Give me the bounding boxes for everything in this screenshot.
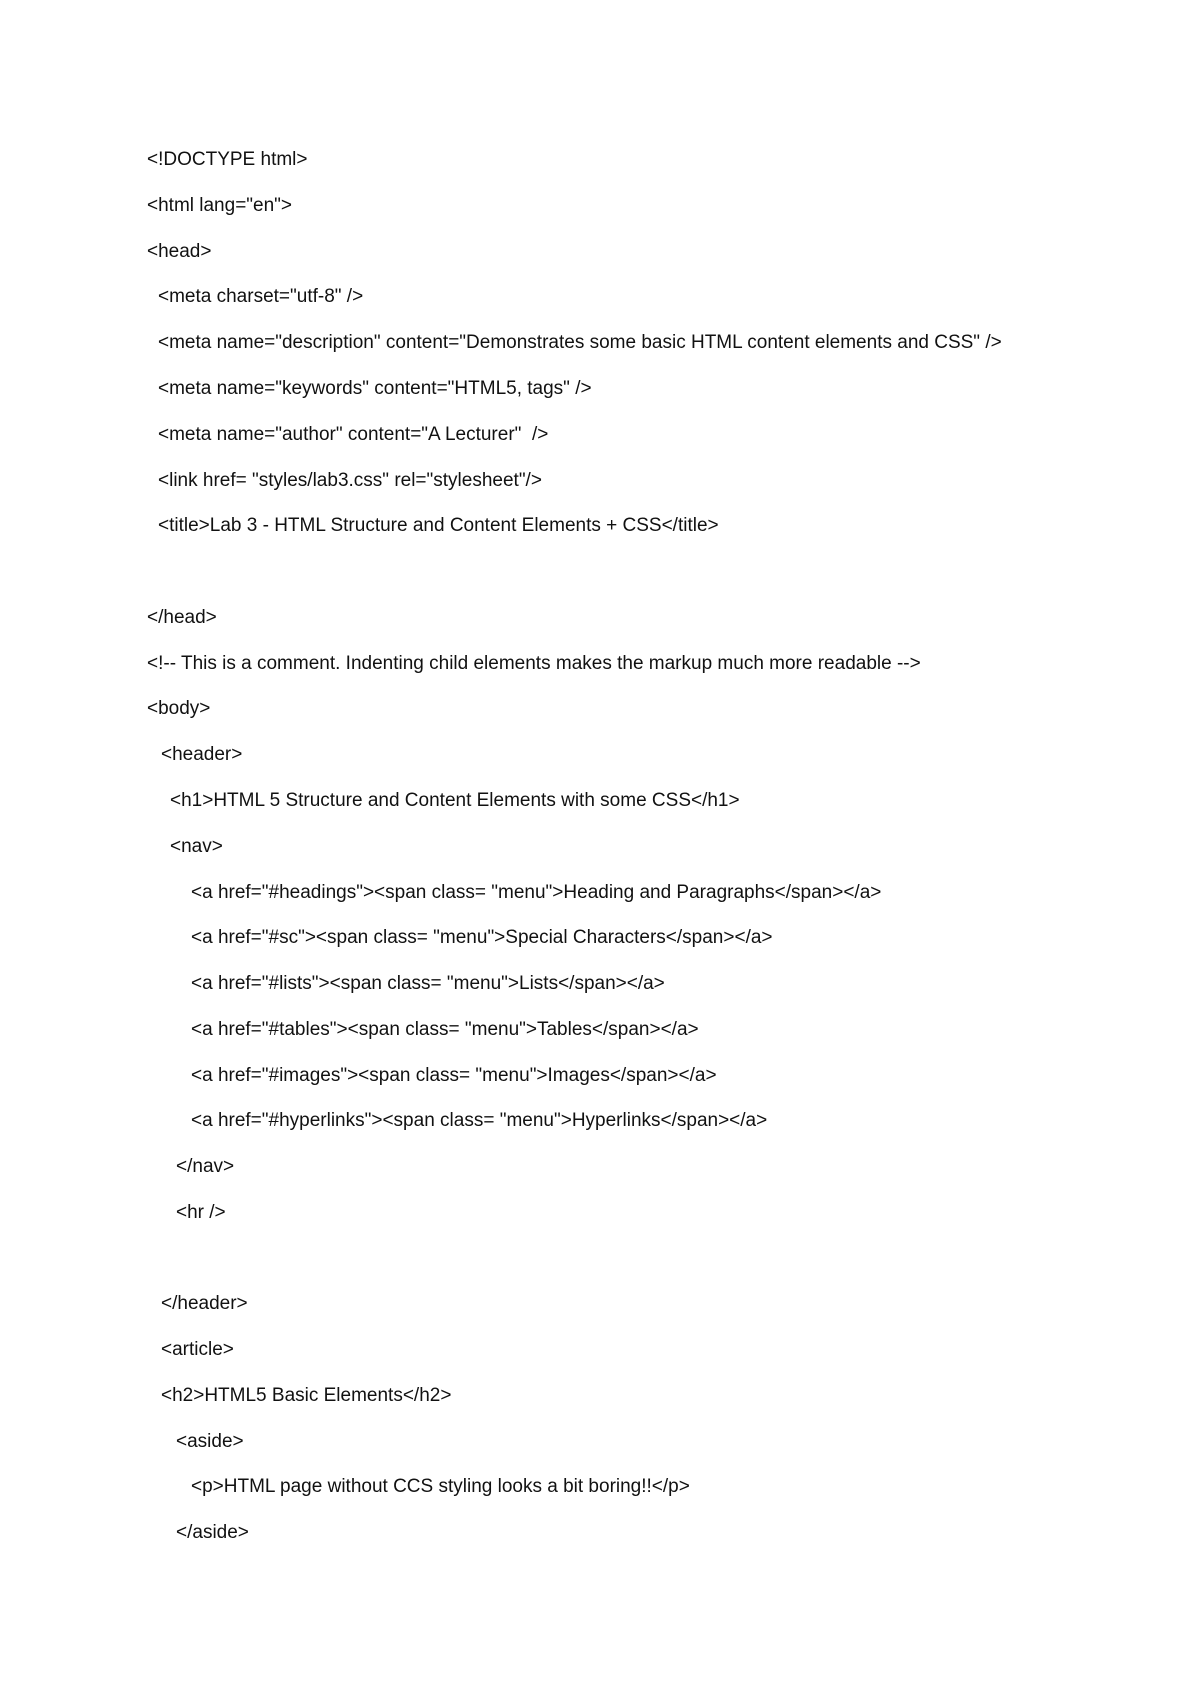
code-line-doctype: <!DOCTYPE html> — [147, 149, 308, 170]
code-line-head-open: <head> — [147, 241, 212, 262]
code-line-aside-open: <aside> — [176, 1431, 244, 1452]
code-line-aside-close: </aside> — [176, 1522, 249, 1543]
code-line-title: <title>Lab 3 - HTML Structure and Content Elements + CSS</title> — [158, 515, 719, 536]
code-line-nav-images: <a href="#images"><span class= "menu">Images</span></a> — [191, 1065, 717, 1086]
code-line-nav-open: <nav> — [170, 836, 223, 857]
code-line-meta-charset: <meta charset="utf-8" /> — [158, 286, 364, 307]
code-line-nav-hyperlinks: <a href="#hyperlinks"><span class= "menu">Hyperlinks</span></a> — [191, 1110, 768, 1131]
code-line-html-open: <html lang="en"> — [147, 195, 293, 216]
code-line-meta-author: <meta name="author" content="A Lecturer" /> — [158, 424, 549, 445]
code-line-nav-tables: <a href="#tables"><span class= "menu">Tables</span></a> — [191, 1019, 699, 1040]
code-line-hr: <hr /> — [176, 1202, 226, 1223]
code-line-nav-headings: <a href="#headings"><span class= "menu">Heading and Paragraphs</span></a> — [191, 882, 882, 903]
code-line-meta-keywords: <meta name="keywords" content="HTML5, tags" /> — [158, 378, 592, 399]
code-line-h1: <h1>HTML 5 Structure and Content Elements with some CSS</h1> — [170, 790, 740, 811]
code-line-header-close: </header> — [161, 1293, 248, 1314]
code-line-h2: <h2>HTML5 Basic Elements</h2> — [161, 1385, 452, 1406]
code-line-link-stylesheet: <link href= "styles/lab3.css" rel="stylesheet"/> — [158, 470, 542, 491]
code-line-head-close: </head> — [147, 607, 217, 628]
code-line-meta-description: <meta name="description" content="Demonstrates some basic HTML content elements and CSS" /> — [158, 332, 1002, 353]
code-line-aside-paragraph: <p>HTML page without CCS styling looks a bit boring!!</p> — [191, 1476, 690, 1497]
code-line-nav-close: </nav> — [176, 1156, 235, 1177]
code-line-nav-sc: <a href="#sc"><span class= "menu">Special Characters</span></a> — [191, 927, 773, 948]
code-line-article-open: <article> — [161, 1339, 234, 1360]
code-line-comment: <!-- This is a comment. Indenting child elements makes the markup much more readable --> — [147, 653, 921, 674]
code-line-nav-lists: <a href="#lists"><span class= "menu">Lists</span></a> — [191, 973, 665, 994]
code-line-body-open: <body> — [147, 698, 211, 719]
code-line-header-open: <header> — [161, 744, 243, 765]
